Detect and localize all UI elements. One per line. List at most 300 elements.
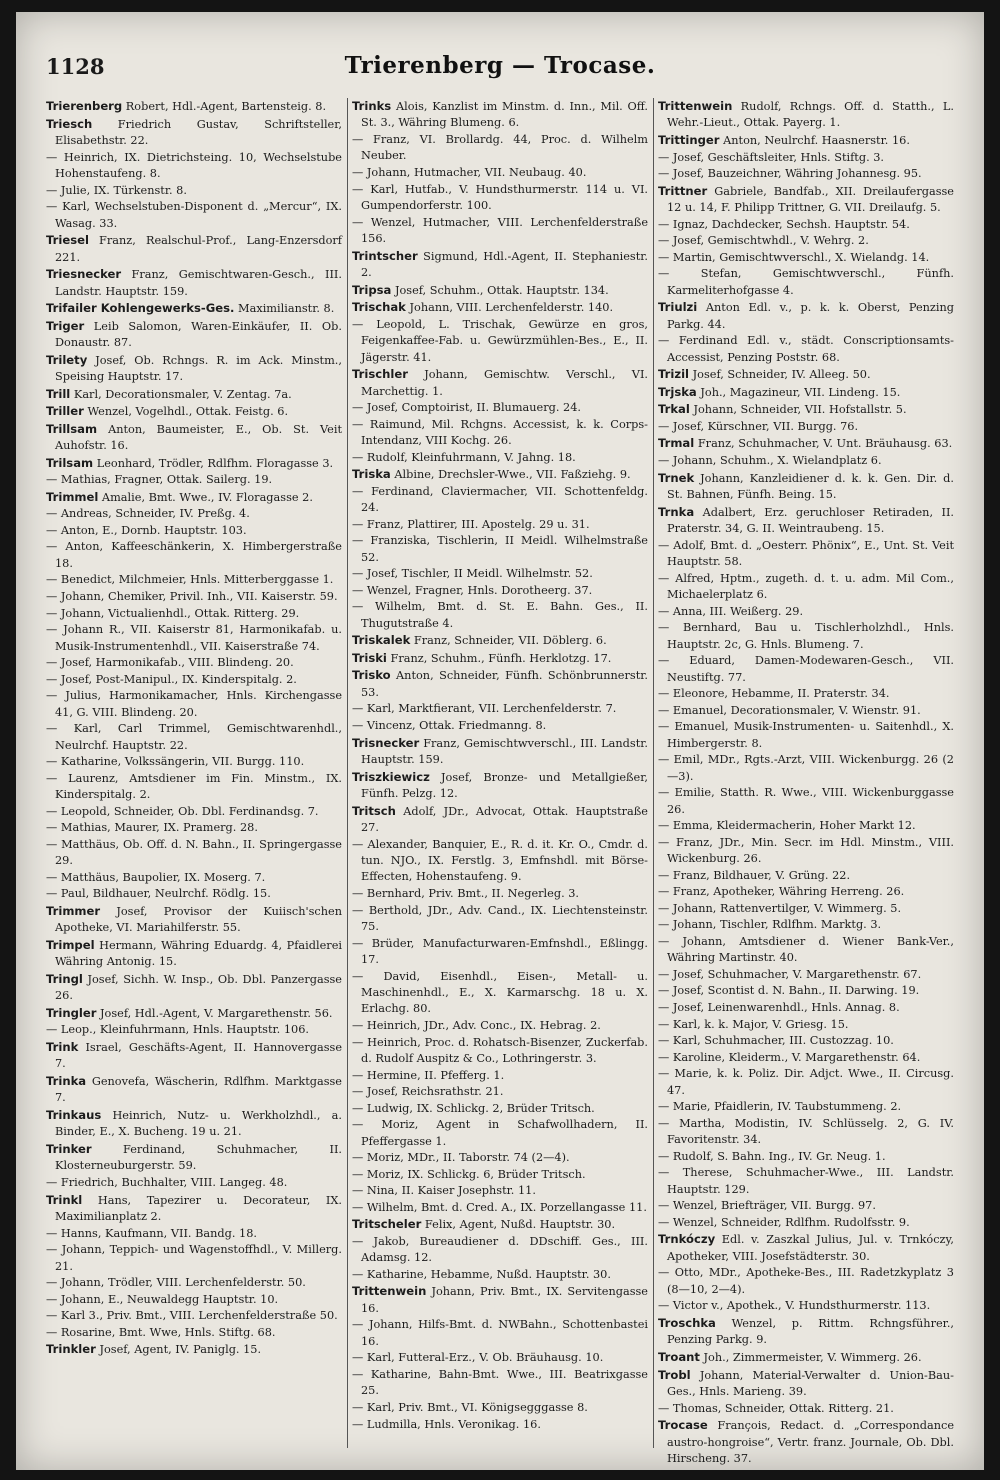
entry-details: — Josef, Comptoirist, II. Blumauerg. 24.: [352, 401, 582, 415]
directory-entry: [658, 835, 954, 868]
directory-entry: [46, 300, 342, 317]
directory-entry: [352, 886, 648, 902]
directory-entry: [46, 1292, 342, 1308]
directory-entry: [352, 484, 648, 517]
entry-details: — Josef, Tischler, II Meidl. Wilhelmstr. 52.: [352, 567, 593, 581]
directory-entry: [46, 489, 342, 506]
entry-details: — Anton, E., Dornb. Hauptstr. 103.: [46, 523, 247, 537]
entry-details: — Karl, k. k. Major, V. Griesg. 15.: [658, 1017, 849, 1031]
directory-entry: [352, 215, 648, 248]
directory-entry: [352, 1417, 648, 1433]
entry-details: Johann, Schneider, VII. Hofstallstr. 5.: [693, 403, 907, 417]
directory-entry: [352, 165, 648, 181]
entry-surname: Trisnecker: [352, 735, 420, 750]
entry-surname: Trischler: [352, 367, 408, 382]
directory-entry: [46, 771, 342, 804]
directory-entry: [658, 917, 954, 933]
entry-details: Josef, Schneider, IV. Alleeg. 50.: [692, 368, 871, 382]
entry-details: — Josef, Post-Manipul., IX. Kinderspitalg. 2.: [46, 672, 297, 686]
entry-details: — Marie, k. k. Poliz. Dir. Adjct. Wwe., II. Circusg. 47.: [658, 1067, 954, 1097]
entry-details: — Franz, JDr., Min. Secr. im Hdl. Minstm., VIII. Wickenburg. 26.: [658, 835, 954, 866]
directory-entry: [352, 1216, 648, 1233]
entry-surname: Trmal: [658, 436, 695, 451]
entry-details: — Nina, II. Kaiser Josephstr. 11.: [352, 1184, 536, 1198]
entry-details: — Marie, Pfaidlerin, IV. Taubstummeng. 2.: [658, 1100, 902, 1114]
entry-details: — Johann, Rattenvertilger, V. Wimmerg. 5.: [658, 901, 902, 915]
entry-details: — Hanns, Kaufmann, VII. Bandg. 18.: [46, 1226, 258, 1240]
directory-entry: [658, 1099, 954, 1115]
entry-surname: Trifailer Kohlengewerks-Ges.: [46, 301, 235, 316]
directory-entry: [46, 1242, 342, 1275]
entry-details: Israel, Geschäfts-Agent, II. Hannovergasse 7.: [55, 1041, 343, 1071]
entry-details: Adalbert, Erz. geruchloser Retiraden, II. Praterstr. 34, G. II. Weintraubeng. 15.: [667, 505, 955, 536]
directory-entry: [352, 1167, 648, 1183]
directory-entry: [658, 150, 954, 166]
entry-details: — Emanuel, Musik-Instrumenten- u. Saitenhdl., X. Himbergerstr. 8.: [658, 720, 954, 750]
column-divider: [653, 98, 654, 1448]
directory-entry: [658, 901, 954, 917]
entry-details: — Rosarine, Bmt. Wwe, Hnls. Stiftg. 68.: [46, 1325, 276, 1339]
directory-entry: [658, 752, 954, 785]
directory-entry: [46, 506, 342, 522]
entry-details: — Johann R., VII. Kaiserstr 81, Harmonikafab. u. Musik-Instrumentenhdl., VII. Kaiserstraße 74.: [46, 623, 342, 653]
entry-details: — Moriz, IX. Schlickg. 6, Brüder Tritsch.: [352, 1167, 586, 1181]
entry-details: Franz, Gemischtwaren-Gesch., III. Landstr. Hauptstr. 159.: [55, 268, 342, 298]
entry-details: — Emma, Kleidermacherin, Hoher Markt 12.: [658, 819, 916, 833]
directory-entry: [352, 282, 648, 299]
entry-surname: Triller: [46, 404, 84, 419]
entry-surname: Trimpel: [46, 937, 95, 952]
entry-details: — Josef, Reichsrathstr. 21.: [352, 1085, 504, 1099]
entry-details: Leib Salomon, Waren-Einkäufer, II. Ob. Donaustr. 87.: [55, 319, 342, 350]
directory-entry: [352, 299, 648, 316]
entry-surname: Trink: [46, 1040, 79, 1055]
directory-entry: [46, 937, 342, 971]
entry-details: Franz, Schuhmacher, V. Unt. Bräuhausg. 63.: [697, 437, 953, 451]
directory-entry: [658, 719, 954, 752]
directory-entry: [46, 1005, 342, 1022]
entry-surname: Trinka: [46, 1074, 87, 1089]
entry-surname: Trkal: [658, 402, 690, 417]
directory-entry: [352, 1035, 648, 1068]
entry-details: — Ludwig, IX. Schlickg. 2, Brüder Tritsch.: [352, 1101, 595, 1115]
directory-column-1: [46, 98, 342, 1448]
column-divider: [347, 98, 348, 1448]
entry-surname: Trinkl: [46, 1192, 83, 1207]
directory-entry: [352, 533, 648, 566]
directory-entry: [352, 599, 648, 632]
directory-entry: [46, 150, 342, 183]
directory-entry: [658, 1315, 954, 1349]
directory-entry: [46, 754, 342, 770]
entry-details: — Victor v., Apothek., V. Hundsthurmerstr. 113.: [658, 1299, 931, 1313]
directory-entry: [46, 1325, 342, 1341]
directory-entry: [352, 566, 648, 582]
directory-entry: [46, 266, 342, 300]
directory-entry: [352, 1018, 648, 1034]
entry-details: — Leopold, L. Trischak, Gewürze en gros, Feigenkaffee-Fab. u. Gewürzmühlen-Bes., E., II. Jägerstr. 41.: [352, 317, 648, 364]
entry-surname: Trjska: [658, 384, 697, 399]
entry-details: — Karl, Futteral-Erz., V. Ob. Bräuhausg. 10.: [352, 1351, 604, 1365]
directory-entry: [46, 870, 342, 886]
entry-details: — Wenzel, Schneider, Rdlfhm. Rudolfsstr. 9.: [658, 1215, 910, 1229]
entry-details: — Emilie, Statth. R. Wwe., VIII. Wickenburggasse 26.: [658, 786, 954, 816]
directory-entry: [46, 1073, 342, 1107]
entry-details: Franz, Gemischtwverschl., III. Landstr. Hauptstr. 159.: [361, 736, 649, 767]
entry-details: — Leopold, Schneider, Ob. Dbl. Ferdinandsg. 7.: [46, 804, 319, 818]
directory-entry: [658, 470, 954, 504]
entry-surname: Trinkler: [46, 1342, 96, 1357]
entry-surname: Triesel: [46, 233, 89, 248]
entry-details: — Ignaz, Dachdecker, Sechsh. Hauptstr. 54.: [658, 217, 910, 231]
entry-details: Joh., Magazineur, VII. Lindeng. 15.: [700, 385, 901, 399]
entry-details: — Josef, Leinenwarenhdl., Hnls. Annag. 8.: [658, 1001, 900, 1015]
entry-details: Anton, Neulrchf. Haasnerstr. 16.: [723, 134, 910, 147]
entry-details: — Josef, Bauzeichner, Währing Johannesg. 95.: [658, 167, 922, 181]
entry-details: — Wilhelm, Bmt. d. Cred. A., IX. Porzellangasse 11.: [352, 1200, 647, 1214]
entry-details: — Johann, Tischler, Rdlfhm. Marktg. 3.: [658, 918, 882, 932]
entry-details: — Julie, IX. Türkenstr. 8.: [46, 183, 187, 197]
entry-details: — Josef, Gemischtwhdl., V. Wehrg. 2.: [658, 234, 869, 248]
entry-details: — Karl, Schuhmacher, III. Custozzag. 10.: [658, 1034, 894, 1048]
entry-surname: Tripsa: [352, 282, 392, 297]
entry-details: Gabriele, Bandfab., XII. Dreilaufergasse 12 u. 14, F. Philipp Trittner, G. VII. Dreilaufg. 5.: [667, 184, 954, 215]
directory-entry: [46, 1275, 342, 1291]
entry-surname: Trobl: [658, 1367, 691, 1382]
directory-entry: [46, 820, 342, 836]
directory-entry: [46, 837, 342, 870]
directory-entry: [352, 936, 648, 969]
entry-details: — Anton, Kaffeeschänkerin, X. Himbergerstraße 18.: [46, 540, 342, 570]
entry-surname: Trnkóczy: [658, 1232, 716, 1247]
entry-surname: Trinkaus: [46, 1108, 102, 1123]
page-title: Trierenberg — Trocase.: [344, 52, 656, 79]
directory-entry: [658, 250, 954, 266]
entry-surname: Triesch: [46, 116, 93, 131]
entry-details: Hermann, Währing Eduardg. 4, Pfaidlerei Währing Antonig. 15.: [55, 938, 343, 969]
entry-details: — Karl, Carl Trimmel, Gemischtwarenhdl., Neulrchf. Hauptstr. 22.: [46, 722, 342, 752]
entry-surname: Trilsam: [46, 455, 94, 470]
entry-details: Adolf, JDr., Advocat, Ottak. Hauptstraße 27.: [361, 804, 648, 835]
entry-details: Alois, Kanzlist im Minstm. d. Inn., Mil. Off. St. 3., Währing Blumeng. 6.: [361, 100, 648, 130]
entry-details: François, Redact. d. „Correspondance austro-hongroise“, Vertr. franz. Journale, Ob. Dbl. Hirscheng. 37.: [667, 1419, 955, 1465]
entry-details: — Ludmilla, Hnls. Veronikag. 16.: [352, 1417, 541, 1431]
directory-entry: [658, 435, 954, 452]
directory-entry: [46, 232, 342, 266]
directory-entry: [352, 366, 648, 400]
directory-column-3: [658, 98, 955, 1465]
entry-details: — Wenzel, Briefträger, VII. Burgg. 97.: [658, 1199, 876, 1213]
entry-details: Josef, Sichh. W. Insp., Ob. Dbl. Panzergasse 26.: [55, 972, 342, 1003]
directory-entry: [46, 1175, 342, 1191]
entry-details: Sigmund, Hdl.-Agent, II. Stephaniestr. 2.: [361, 249, 648, 279]
directory-entry: [658, 653, 954, 686]
entry-details: Wenzel, Vogelhdl., Ottak. Feistg. 6.: [87, 405, 289, 419]
directory-entry: [46, 1107, 342, 1141]
entry-details: — Alfred, Hptm., zugeth. d. t. u. adm. Mil Com., Michaelerplatz 6.: [658, 571, 954, 602]
directory-entry: [46, 1308, 342, 1324]
entry-details: — Heinrich, JDr., Adv. Conc., IX. Hebrag. 2.: [352, 1019, 601, 1033]
entry-details: — Vincenz, Ottak. Friedmanng. 8.: [352, 719, 547, 733]
entry-surname: Trillsam: [46, 421, 98, 436]
entry-surname: Triszkiewicz: [352, 769, 430, 784]
entry-details: — Moriz, MDr., II. Taborstr. 74 (2—4).: [352, 1151, 570, 1165]
entry-details: — Josef, Scontist d. N. Bahn., II. Darwing. 19.: [658, 984, 920, 998]
entry-details: Felix, Agent, Nußd. Hauptstr. 30.: [424, 1218, 616, 1232]
directory-entry: [352, 1267, 648, 1283]
entry-details: — Matthäus, Baupolier, IX. Moserg. 7.: [46, 870, 266, 884]
entry-details: Maximilianstr. 8.: [238, 302, 335, 316]
directory-entry: [658, 538, 954, 571]
directory-entry: [658, 1215, 954, 1231]
entry-surname: Trinker: [46, 1142, 92, 1157]
entry-details: — Johann, Amtsdiener d. Wiener Bank-Ver., Währing Martinstr. 40.: [658, 934, 954, 965]
directory-entry: [46, 472, 342, 488]
directory-entry: [352, 632, 648, 649]
entry-details: Leonhard, Trödler, Rdlfhm. Floragasse 3.: [96, 456, 334, 470]
entry-details: — Bernhard, Bau u. Tischlerholzhdl., Hnls. Hauptstr. 2c, G. Hnls. Blumeng. 7.: [658, 621, 954, 651]
directory-entry: [658, 1198, 954, 1214]
directory-entry: [658, 183, 954, 217]
entry-details: — Heinrich, IX. Dietrichsteing. 10, Wechselstube Hohenstaufeng. 8.: [46, 150, 342, 180]
entry-details: Genovefa, Wäscherin, Rdlfhm. Marktgasse 7.: [55, 1075, 342, 1105]
entry-details: — Karoline, Kleiderm., V. Margarethenstr. 64.: [658, 1050, 921, 1064]
directory-entry: [46, 539, 342, 572]
entry-surname: Triski: [352, 650, 387, 665]
entry-surname: Trocase: [658, 1418, 708, 1433]
directory-entry: [46, 1226, 342, 1242]
directory-entry: [658, 1298, 954, 1314]
entry-surname: Trittenwein: [658, 99, 733, 113]
entry-surname: Trinks: [352, 99, 392, 113]
directory-entry: [46, 672, 342, 688]
directory-column-2: [352, 98, 648, 1448]
entry-details: — Friedrich, Buchhalter, VIII. Langeg. 48.: [46, 1176, 288, 1190]
entry-surname: Triskalek: [352, 633, 411, 648]
directory-entry: [46, 1192, 342, 1226]
directory-entry: [46, 1341, 342, 1358]
directory-entry: [658, 967, 954, 983]
directory-entry: [658, 266, 954, 299]
entry-details: — Ferdinand, Claviermacher, VII. Schottenfeldg. 24.: [352, 484, 648, 515]
entry-details: Heinrich, Nutz- u. Werkholzhdl., a. Binder, E., X. Bucheng. 19 u. 21.: [55, 1109, 342, 1139]
directory-entry: [46, 804, 342, 820]
directory-entry: [46, 688, 342, 721]
entry-details: — Anna, III. Weißerg. 29.: [658, 604, 804, 618]
directory-entry: [658, 1149, 954, 1165]
directory-entry: [658, 703, 954, 719]
directory-entry: [352, 1183, 648, 1199]
entry-details: — Wilhelm, Bmt. d. St. E. Bahn. Ges., II. Thugutstraße 4.: [352, 600, 648, 630]
entry-details: — Franz, VI. Brollardg. 44, Proc. d. Wilhelm Neuber.: [352, 133, 648, 163]
entry-details: — Johann, Trödler, VIII. Lerchenfelderstr. 50.: [46, 1276, 306, 1290]
entry-details: Anton, Baumeister, E., Ob. St. Veit Auhofstr. 16.: [55, 422, 342, 453]
directory-entry: [352, 1150, 648, 1166]
page-number: 1128: [46, 54, 105, 79]
entry-details: — Ferdinand Edl. v., städt. Conscriptionsamts-Accessist, Penzing Poststr. 68.: [658, 334, 954, 364]
directory-entry: [352, 132, 648, 165]
directory-entry: [658, 299, 954, 333]
entry-details: — Karl 3., Priv. Bmt., VIII. Lerchenfelderstraße 50.: [46, 1309, 338, 1323]
directory-entry: [658, 983, 954, 999]
entry-details: — Raimund, Mil. Rchgns. Accessist, k. k. Corps-Intendanz, VIII Kochg. 26.: [352, 417, 648, 448]
entry-details: Johann, Kanzleidiener d. k. k. Gen. Dir. d. St. Bahnen, Fünfh. Being. 15.: [667, 471, 954, 502]
directory-entry: [46, 1039, 342, 1073]
entry-details: — Thomas, Schneider, Ottak. Ritterg. 21.: [658, 1401, 894, 1415]
directory-entry: [352, 1367, 648, 1400]
entry-surname: Tringler: [46, 1005, 97, 1020]
entry-details: — Martha, Modistin, IV. Schlüsselg. 2, G. IV. Favoritenstr. 34.: [658, 1116, 954, 1147]
directory-entry: [352, 837, 648, 886]
directory-page: [16, 12, 984, 1470]
directory-entry: [352, 650, 648, 667]
entry-details: Josef, Hdl.-Agent, V. Margarethenstr. 56.: [100, 1006, 333, 1020]
directory-entry: [352, 400, 648, 416]
entry-details: — Franz, Plattirer, III. Apostelg. 29 u. 31.: [352, 517, 590, 531]
entry-details: Josef, Agent, IV. Paniglg. 15.: [99, 1343, 262, 1357]
entry-surname: Trisko: [352, 668, 391, 683]
entry-details: — Karl, Wechselstuben-Disponent d. „Mercur“, IX. Wasag. 33.: [46, 200, 342, 230]
entry-surname: Tritsch: [352, 803, 396, 818]
entry-details: — Brüder, Manufacturwaren-Emfnshdl., Eßlingg. 17.: [352, 936, 648, 967]
directory-entry: [46, 655, 342, 671]
entry-surname: Trill: [46, 386, 71, 401]
directory-entry: [658, 333, 954, 366]
entry-surname: Triesnecker: [46, 267, 122, 282]
directory-entry: [46, 421, 342, 455]
entry-surname: Trimmer: [46, 903, 101, 918]
directory-entry: [46, 183, 342, 199]
directory-entry: [352, 1317, 648, 1350]
entry-details: — Hermine, II. Pfefferg. 1.: [352, 1068, 505, 1082]
entry-details: — Josef, Schuhmacher, V. Margarethenstr. 67.: [658, 967, 922, 981]
entry-details: Karl, Decorationsmaler, V. Zentag. 7a.: [73, 387, 292, 401]
directory-entry: [46, 903, 342, 937]
entry-details: — Rudolf, Kleinfuhrmann, V. Jahng. 18.: [352, 450, 576, 464]
entry-details: — Heinrich, Proc. d. Rohatsch-Bisenzer, Zuckerfab. d. Rudolf Auspitz & Co., Lothringerstr. 3.: [352, 1035, 648, 1066]
entry-details: — Martin, Gemischtwverschl., X. Wielandg. 14.: [658, 250, 930, 264]
entry-details: — Benedict, Milchmeier, Hnls. Mitterberggasse 1.: [46, 573, 334, 587]
entry-details: — Matthäus, Ob. Off. d. N. Bahn., II. Springergasse 29.: [46, 837, 342, 868]
directory-entry: [46, 606, 342, 622]
directory-entry: [352, 667, 648, 701]
directory-entry: [352, 701, 648, 717]
entry-details: Joh., Zimmermeister, V. Wimmerg. 26.: [703, 1350, 922, 1364]
directory-entry: [352, 248, 648, 282]
directory-entry: [46, 403, 342, 420]
entry-details: — Johann, Schuhm., X. Wielandplatz 6.: [658, 454, 882, 468]
directory-entry: [658, 571, 954, 604]
entry-details: — Paul, Bildhauer, Neulrchf. Rödlg. 15.: [46, 887, 271, 901]
directory-entry: [658, 504, 954, 538]
directory-entry: [658, 453, 954, 469]
entry-details: Robert, Hdl.-Agent, Bartensteig. 8.: [125, 100, 327, 113]
entry-details: Johann, VIII. Lerchenfelderstr. 140.: [409, 301, 614, 315]
entry-details: — Jakob, Bureaudiener d. DDschiff. Ges., III. Adamsg. 12.: [352, 1234, 648, 1265]
directory-entry: [658, 401, 954, 418]
entry-details: — Otto, MDr., Apotheke-Bes., III. Radetzkyplatz 3 (8—10, 2—4).: [658, 1266, 954, 1296]
entry-surname: Trnek: [658, 470, 695, 485]
entry-details: Albine, Drechsler-Wwe., VII. Faßziehg. 9.: [394, 468, 631, 482]
entry-details: Wenzel, p. Rittm. Rchngsführer., Penzing Parkg. 9.: [667, 1316, 954, 1347]
entry-surname: Trizil: [658, 367, 690, 382]
entry-details: — Andreas, Schneider, IV. Preßg. 4.: [46, 507, 250, 521]
directory-entry: [352, 466, 648, 483]
directory-entry: [658, 166, 954, 182]
entry-details: — Mathias, Maurer, IX. Pramerg. 28.: [46, 821, 258, 835]
entry-details: Johann, Material-Verwalter d. Union-Bau-Ges., Hnls. Marieng. 39.: [667, 1368, 954, 1398]
directory-entry: [352, 182, 648, 215]
directory-entry: [658, 419, 954, 435]
directory-entry: [658, 884, 954, 900]
entry-surname: Trilety: [46, 352, 88, 367]
directory-entry: [352, 718, 648, 734]
entry-details: Josef, Schuhm., Ottak. Hauptstr. 134.: [394, 283, 609, 297]
directory-entry: [352, 969, 648, 1018]
entry-details: Johann, Priv. Bmt., IX. Servitengasse 16.: [361, 1285, 648, 1315]
entry-details: — Laurenz, Amtsdiener im Fin. Minstm., IX. Kinderspitalg. 2.: [46, 771, 342, 802]
entry-surname: Triger: [46, 318, 85, 333]
entry-details: — Emanuel, Decorationsmaler, V. Wienstr. 91.: [658, 703, 921, 717]
directory-entry: [658, 1401, 954, 1417]
directory-entry: [658, 620, 954, 653]
entry-surname: Trittinger: [658, 133, 720, 147]
entry-details: Anton, Schneider, Fünfh. Schönbrunnerstr. 53.: [361, 669, 648, 699]
entry-details: Franz, Schneider, VII. Döblerg. 6.: [413, 634, 607, 648]
directory-entry: [352, 1200, 648, 1216]
directory-entry: [46, 199, 342, 232]
entry-details: — Johann, Teppich- und Wagenstoffhdl., V. Millerg. 21.: [46, 1243, 342, 1273]
entry-details: Edl. v. Zaszkal Julius, Jul. v. Trnkóczy, Apotheker, VIII. Josefstädterstr. 30.: [667, 1233, 954, 1263]
entry-details: — Johann, Victualienhdl., Ottak. Ritterg. 29.: [46, 606, 300, 620]
entry-details: Anton Edl. v., p. k. k. Oberst, Penzing Parkg. 44.: [667, 301, 955, 331]
entry-details: — Franz, Apotheker, Währing Herreng. 26.: [658, 885, 905, 899]
directory-entry: [658, 1050, 954, 1066]
entry-details: — Eleonore, Hebamme, II. Praterstr. 34.: [658, 687, 890, 701]
entry-details: — Adolf, Bmt. d. „Oesterr. Phönix“, E., Unt. St. Veit Hauptstr. 58.: [658, 538, 954, 569]
directory-entry: [352, 1117, 648, 1150]
entry-details: — Franziska, Tischlerin, II Meidl. Wilhelmstraße 52.: [352, 534, 648, 564]
directory-entry: [352, 98, 648, 132]
directory-entry: [658, 1367, 954, 1401]
directory-entry: [658, 604, 954, 620]
directory-entry: [352, 1400, 648, 1416]
directory-entry: [46, 1141, 342, 1175]
entry-surname: Trischak: [352, 300, 406, 315]
directory-entry: [46, 116, 342, 150]
directory-entry: [352, 735, 648, 769]
entry-details: Friedrich Gustav, Schriftsteller, Elisabethstr. 22.: [55, 117, 342, 147]
entry-details: — Leop., Kleinfuhrmann, Hnls. Hauptstr. 106.: [46, 1023, 310, 1037]
directory-entry: [352, 417, 648, 450]
entry-details: — Emil, MDr., Rgts.-Arzt, VIII. Wickenburgg. 26 (2—3).: [658, 753, 954, 783]
directory-entry: [658, 686, 954, 702]
directory-entry: [658, 1017, 954, 1033]
entry-surname: Trintscher: [352, 248, 418, 263]
entry-details: — Josef, Geschäftsleiter, Hnls. Stiftg. 3.: [658, 150, 885, 164]
entry-surname: Triska: [352, 467, 391, 482]
directory-entry: [658, 785, 954, 818]
directory-entry: [658, 1265, 954, 1298]
directory-entry: [46, 886, 342, 902]
directory-entry: [658, 1066, 954, 1099]
directory-entry: [46, 622, 342, 655]
entry-surname: Tritscheler: [352, 1217, 422, 1232]
directory-entry: [658, 868, 954, 884]
directory-entry: [46, 572, 342, 588]
directory-entry: [352, 803, 648, 837]
directory-entry: [352, 903, 648, 936]
